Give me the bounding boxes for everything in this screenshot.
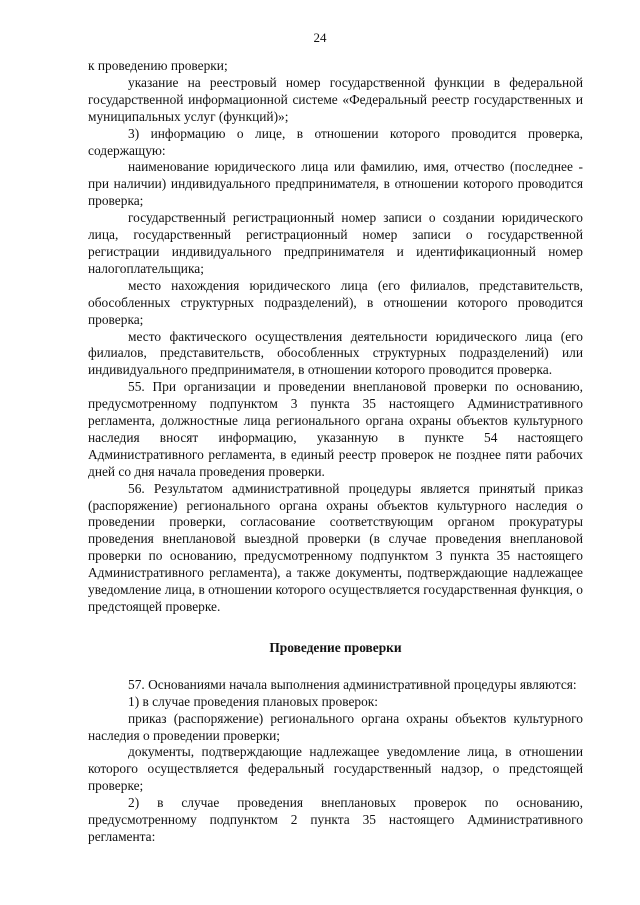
paragraph: указание на реестровый номер государственной функции в федеральной государственной информационной системе «Федеральный реестр государственных и муниципальных услуг (функций)»;	[88, 74, 583, 124]
paragraph: наименование юридического лица или фамилию, имя, отчество (последнее - при наличии) индивидуального предпринимателя, в отношении которого проводится проверка;	[88, 159, 583, 209]
paragraph: 55. При организации и проведении внеплановой проверки по основанию, предусмотренному подпунктом 3 пункта 35 настоящего Административного регламента, должностные лица регионального органа охраны объектов культурного наследия вносят информацию, указанную в пункте 54 настоящего Административного регламента, в единый реестр проверок не позднее пяти рабочих дней со дня начала проведения проверки.	[88, 379, 583, 479]
paragraph: 56. Результатом административной процедуры является принятый приказ (распоряжение) регионального органа охраны объектов культурного наследия о проведении проверки, согласование соответствующим органом прокуратуры проведения внеплановой выездной проверки (в случае проведения внеплановой проверки по основанию, предусмотренному подпунктом 3 пункта 35 настоящего Административного регламента), а также документы, подтверждающие надлежащее уведомление лица, в отношении которого осуществляется государственная функция, о предстоящей проверке.	[88, 480, 583, 614]
paragraph: приказ (распоряжение) регионального органа охраны объектов культурного наследия о проведении проверки;	[88, 710, 583, 743]
paragraph: государственный регистрационный номер записи о создании юридического лица, государственный регистрационный номер записи о государственной регистрации индивидуального предпринимателя и идентификационный номер налогоплательщика;	[88, 210, 583, 276]
page-number: 24	[313, 30, 327, 45]
document-body	[88, 58, 583, 846]
paragraph: 1) в случае проведения плановых проверок:	[128, 693, 379, 709]
paragraph: 3) информацию о лице, в отношении которого проводится проверка, содержащую:	[88, 125, 583, 158]
paragraph: к проведению проверки;	[88, 58, 228, 73]
paragraph: место фактического осуществления деятельности юридического лица (его филиалов, представительств, обособленных структурных подразделений) или индивидуального предпринимателя, в отношении которого проводится проверка.	[88, 328, 583, 378]
paragraph: 2) в случае проведения внеплановых проверок по основанию, предусмотренному подпунктом 2 пункта 35 настоящего Административного регламента:	[88, 795, 583, 844]
section-heading: Проведение проверки	[269, 639, 402, 655]
paragraph: место нахождения юридического лица (его филиалов, представительств, обособленных структурных подразделений), в отношении которого проводится проверка;	[88, 277, 583, 327]
paragraph: 57. Основаниями начала выполнения административной процедуры являются:	[128, 676, 577, 692]
paragraph: документы, подтверждающие надлежащее уведомление лица, в отношении которого осуществляется федеральный государственный надзор, о предстоящей проверке;	[88, 744, 583, 794]
